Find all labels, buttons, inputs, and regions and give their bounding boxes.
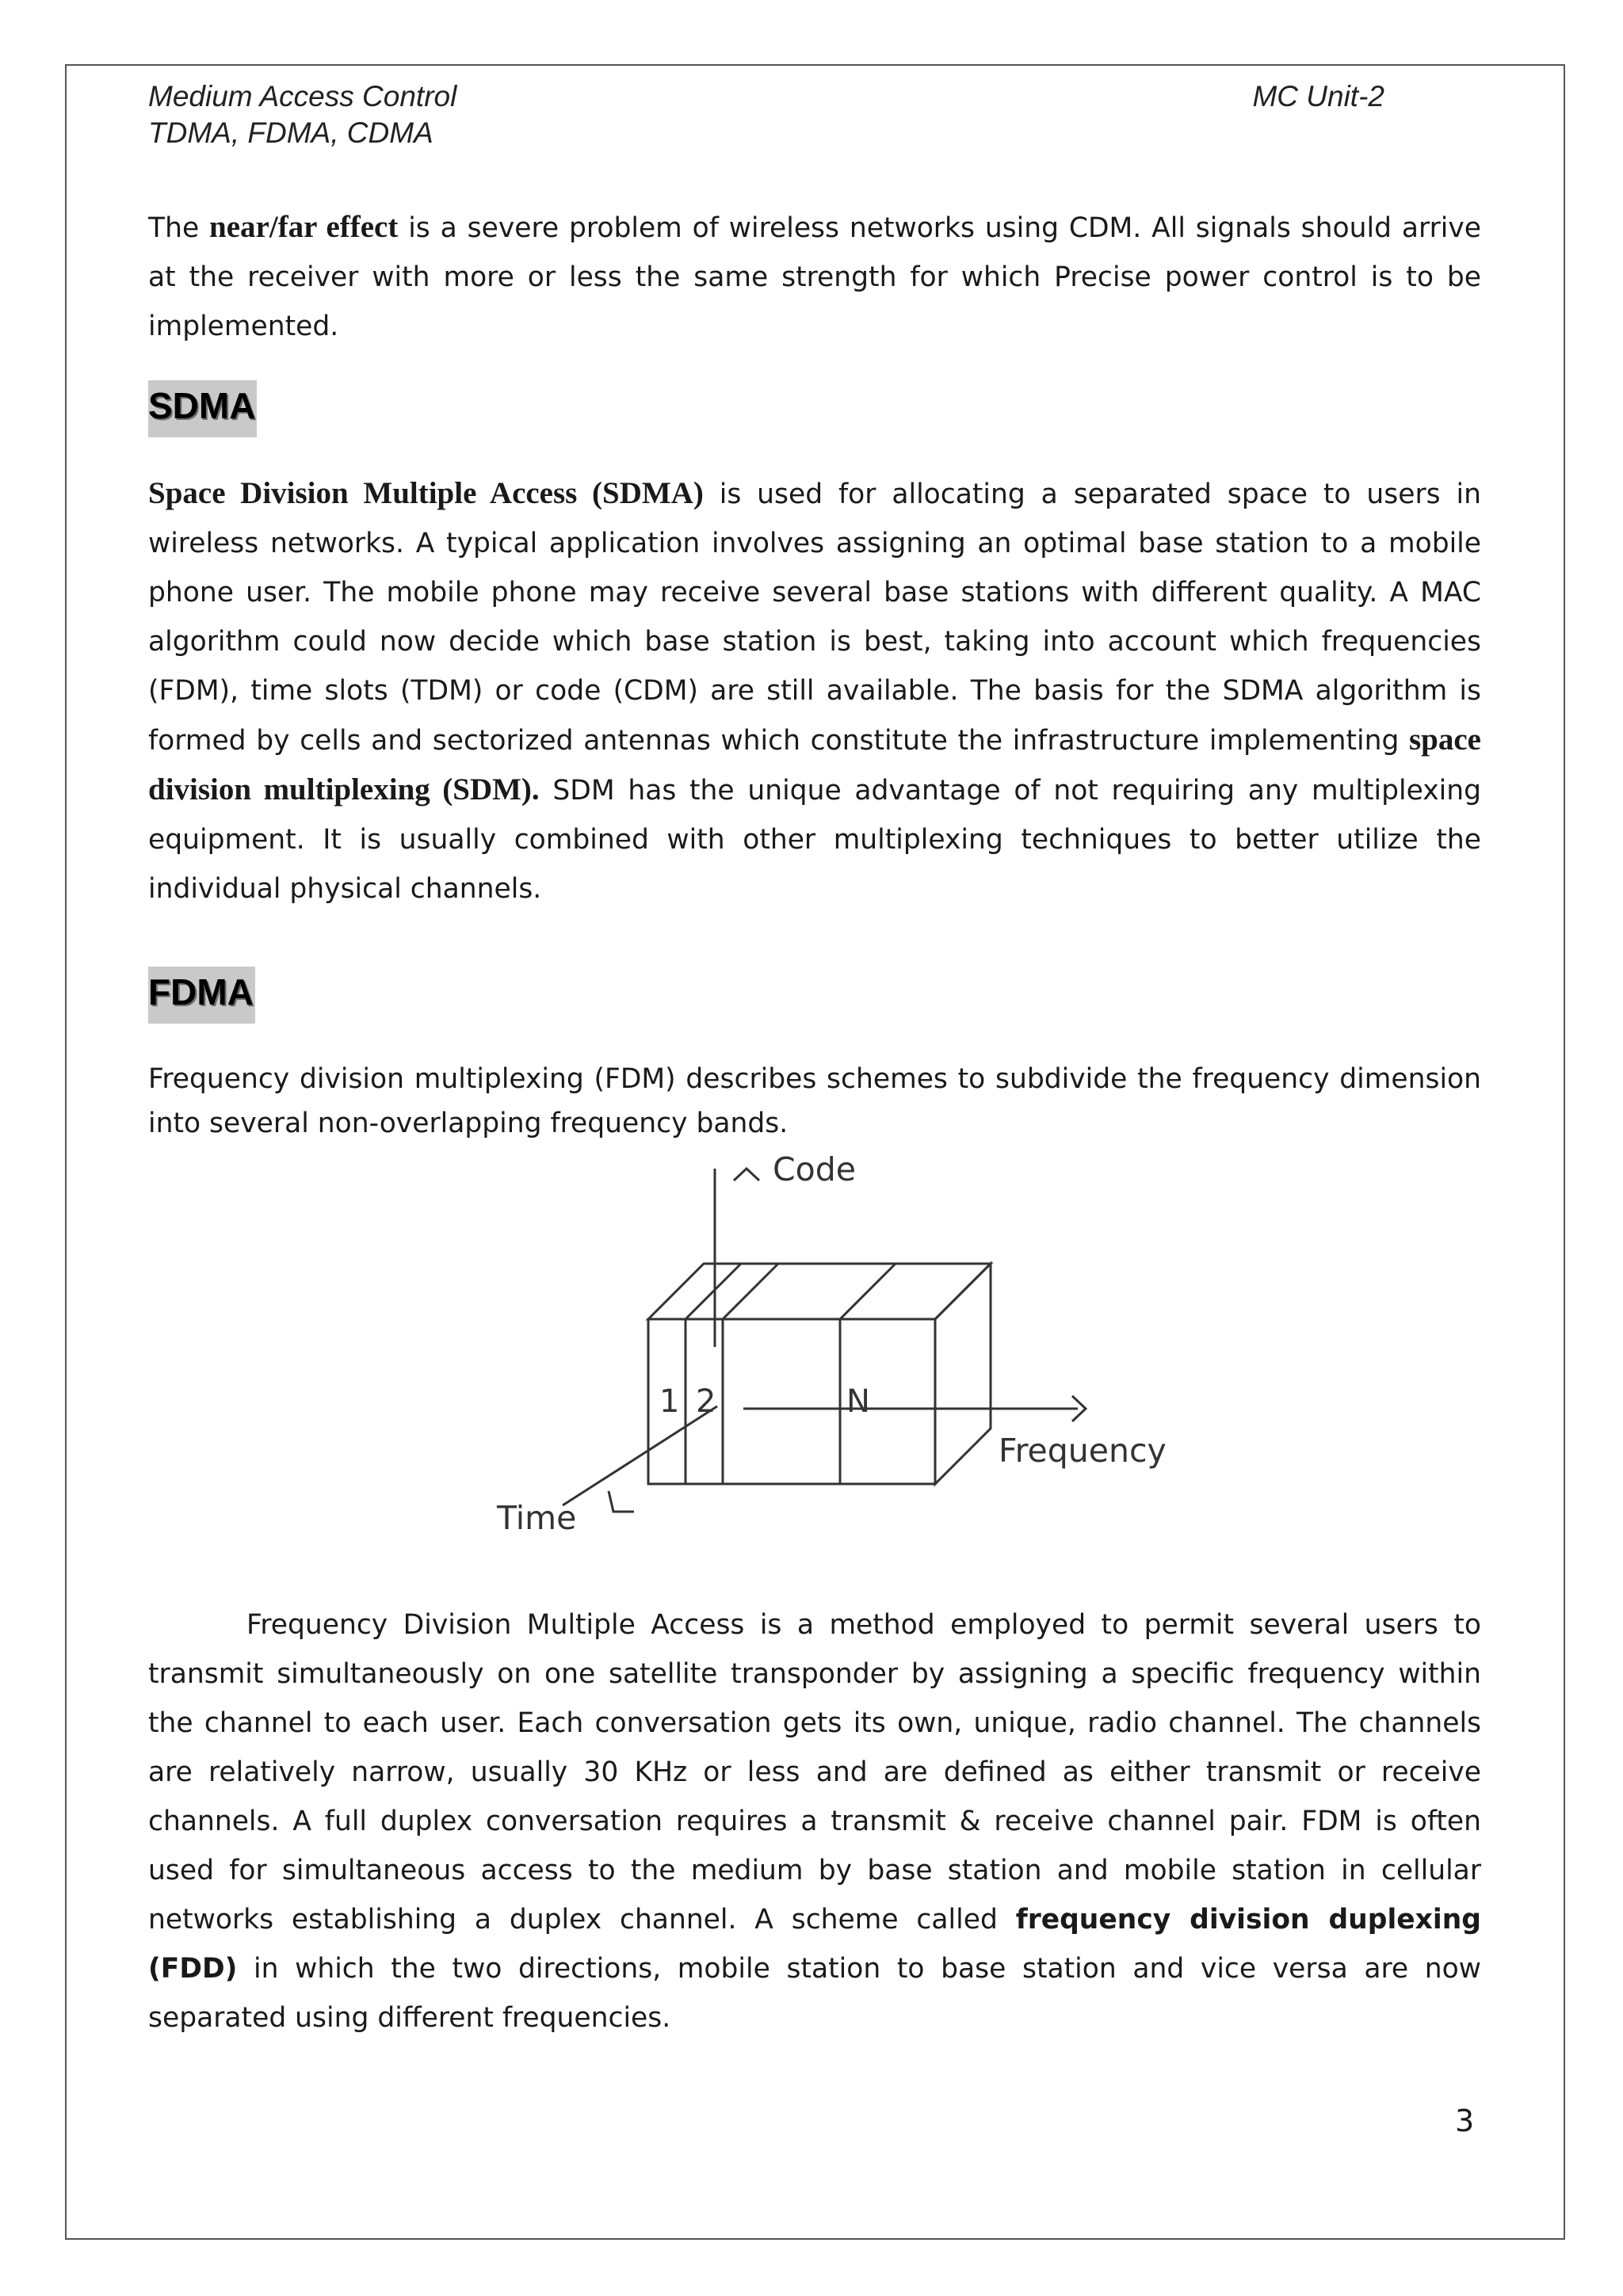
header-subtitle: TDMA, FDMA, CDMA [148,116,433,149]
channel-2-label: 2 [696,1383,716,1420]
near-far-term: near/far effect [209,210,399,244]
header-unit: MC Unit-2 [1252,80,1384,113]
sdma-heading: SDMA [148,380,257,437]
frequency-axis-label: Frequency [999,1432,1167,1470]
channel-n-label: N [846,1383,870,1420]
cube-right-face [935,1264,991,1484]
code-axis-label: Code [773,1150,856,1188]
page-header [148,78,1384,151]
time-axis-line [563,1406,717,1505]
fdma-heading: FDMA [148,967,255,1024]
fdd-term: frequency division duplexing (FDD) [148,1904,1481,1985]
fdm-diagram [475,1141,1189,1553]
code-axis-arrow [734,1169,759,1180]
cube-front-face [648,1319,935,1484]
channel-1-label: 1 [659,1383,680,1420]
sdm-term: space division multiplexing (SDM). [148,723,1481,807]
cube-top-face [648,1264,991,1319]
time-axis-arrow [609,1491,634,1512]
time-axis-label: Time [497,1499,577,1537]
sdma-paragraph: Space Division Multiple Access (SDMA) is used for allocating a separated space to users in wireless networks. A typical application involves assigning an optimal base station to a mobile phone user. The mobile phone may receive several base stations with different quality. A MAC algorithm could now decide which base station is best, taking into account which frequencies (FDM), time slots (TDM) or code (CDM) are still available. The basis for the SDMA algorithm is formed by cells and sectorized antennas which constitute the infrastructure implementing space division multiplexing (SDM). SDM has the unique advantage of not requiring any multiplexing equipment. It is usually combined with other multiplexing techniques to better utilize the individual physical channels. [148,476,1481,905]
header-title: Medium Access Control [148,80,457,113]
fdma-paragraph: Frequency Division Multiple Access is a method employed to permit several users to transmit simultaneously on one satellite transponder by assigning a specific frequency within the channel to each user. Each conversation gets its own, unique, radio channel. The channels are relatively narrow, usually 30 KHz or less and are defined as either transmit or receive channels. A full duplex conversation requires a transmit & receive channel pair. FDM is often used for simultaneous access to the medium by base station and mobile station in cellular networks establishing a duplex channel. A scheme called frequency division duplexing (FDD) in which the two directions, mobile station to base station and vice versa are now separated using different frequencies. [148,1609,1481,2034]
fdma-intro-paragraph: Frequency division multiplexing (FDM) describes schemes to subdivide the frequency dimension into several non-overlapping frequency bands. [148,1063,1481,1139]
page-number: 3 [1455,2103,1475,2138]
sdma-term: Space Division Multiple Access (SDMA) [148,476,704,510]
intro-paragraph: The near/far effect is a severe problem of wireless networks using CDM. All signals should arrive at the receiver with more or less the same strength for which Precise power control is to be implemented. [148,210,1481,342]
